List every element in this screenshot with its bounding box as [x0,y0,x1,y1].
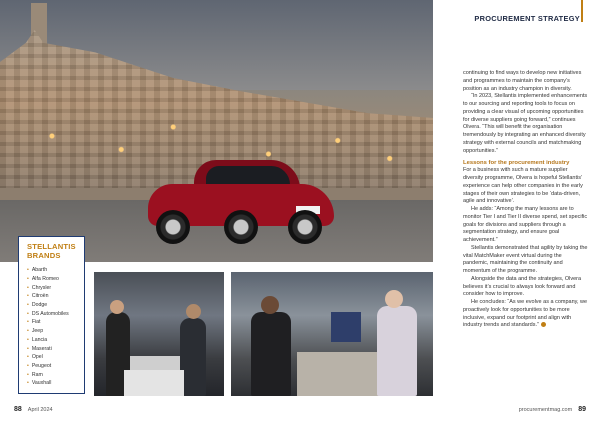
brand-item: • Peugeot [27,362,84,371]
brand-item: • Alfa Romeo [27,275,84,284]
event-photo-booth [94,272,224,396]
article-paragraph: Stellantis demonstrated that agility by taking the vital MatchMaker event virtual during the pandemic, maintaining the continuity and momentum of the programme. [463,244,588,274]
article-column [463,70,588,330]
car-wheel [156,210,190,244]
article-paragraph: “In 2023, Stellantis implemented enhancements to our sourcing and reporting tools to focus on providing a clear visual of upcoming opportunities for diverse suppliers going forward,” continues Olvera. “This will benefit the organisation tremendously by integrating an enhanced diversity strategy with external councils and matchmaking opportunities.” [463,93,588,154]
site-url: procurementmag.com [518,407,573,413]
brands-title: STELLANTIS BRANDS [27,242,76,260]
car-wheel [224,210,258,244]
photo-person-head [110,300,124,314]
brand-item: • Citroën [27,292,84,301]
car-wheel [288,210,322,244]
brand-item: • Fiat [27,318,84,327]
article-final-text: He concludes: “As we evolve as a company, we proactively look for opportunities to be more inclusive, expand our footprint and align with industry trends and standards.” [463,299,588,329]
brand-item: • Chrysler [27,284,84,293]
event-photo-table [231,272,433,396]
footer-right [519,406,586,413]
brand-item: • Ram [27,371,84,380]
brand-item: • Vauxhall [27,379,84,388]
red-suv-car [148,160,334,244]
page-number-right: 89 [578,406,586,413]
brand-item: • Lancia [27,336,84,345]
photo-banner [331,312,361,342]
brand-item: • Jeep [27,327,84,336]
brand-item: • Opel [27,353,84,362]
article-subhead: Lessons for the procurement industry [463,160,570,167]
photo-person [251,312,291,396]
brand-item: • Dodge [27,301,84,310]
photo-table [297,352,389,396]
brand-item: • Abarth [27,266,84,275]
brand-item: • Maserati [27,345,84,354]
section-label: PROCUREMENT STRATEGY [474,14,580,23]
photo-person-head [186,304,201,319]
article-paragraph: He adds: “Among the many lessons are to monitor Tier I and Tier II diverse spend, set specific goals for divisions and suppliers through a segmentation strategy, and ensure goal achievement.” [463,206,588,243]
page-number-left: 88 [14,406,22,413]
article-paragraph: For a business with such a mature supplier diversity programme, Olvera is hopeful Stellantis’ experience can help other companies in the early stages of their own strategies to be ‘data-driven, agile and innovative’. [463,167,583,205]
photo-person-head [261,296,279,314]
accent-rule [581,0,583,22]
photo-display [124,370,184,396]
end-mark-icon [541,322,546,327]
brand-list [27,266,84,388]
issue-date: April 2024 [27,407,53,413]
article-paragraph: Alongside the data and the strategies, Olvera believes it’s crucial to always look forward and consider how to improve. [463,275,582,298]
photo-person [377,306,417,396]
footer-left [14,406,53,413]
car-window [206,166,290,186]
brands-sidebar [18,236,85,394]
photo-person-head [385,290,403,308]
article-paragraph: continuing to find ways to develop new initiatives and programmes to maintain the company’s position as an industry champion in diversity. [463,70,582,92]
article-paragraph-final [463,299,588,330]
brand-item: • DS Automobiles [27,310,84,319]
hero-photo [0,0,433,262]
